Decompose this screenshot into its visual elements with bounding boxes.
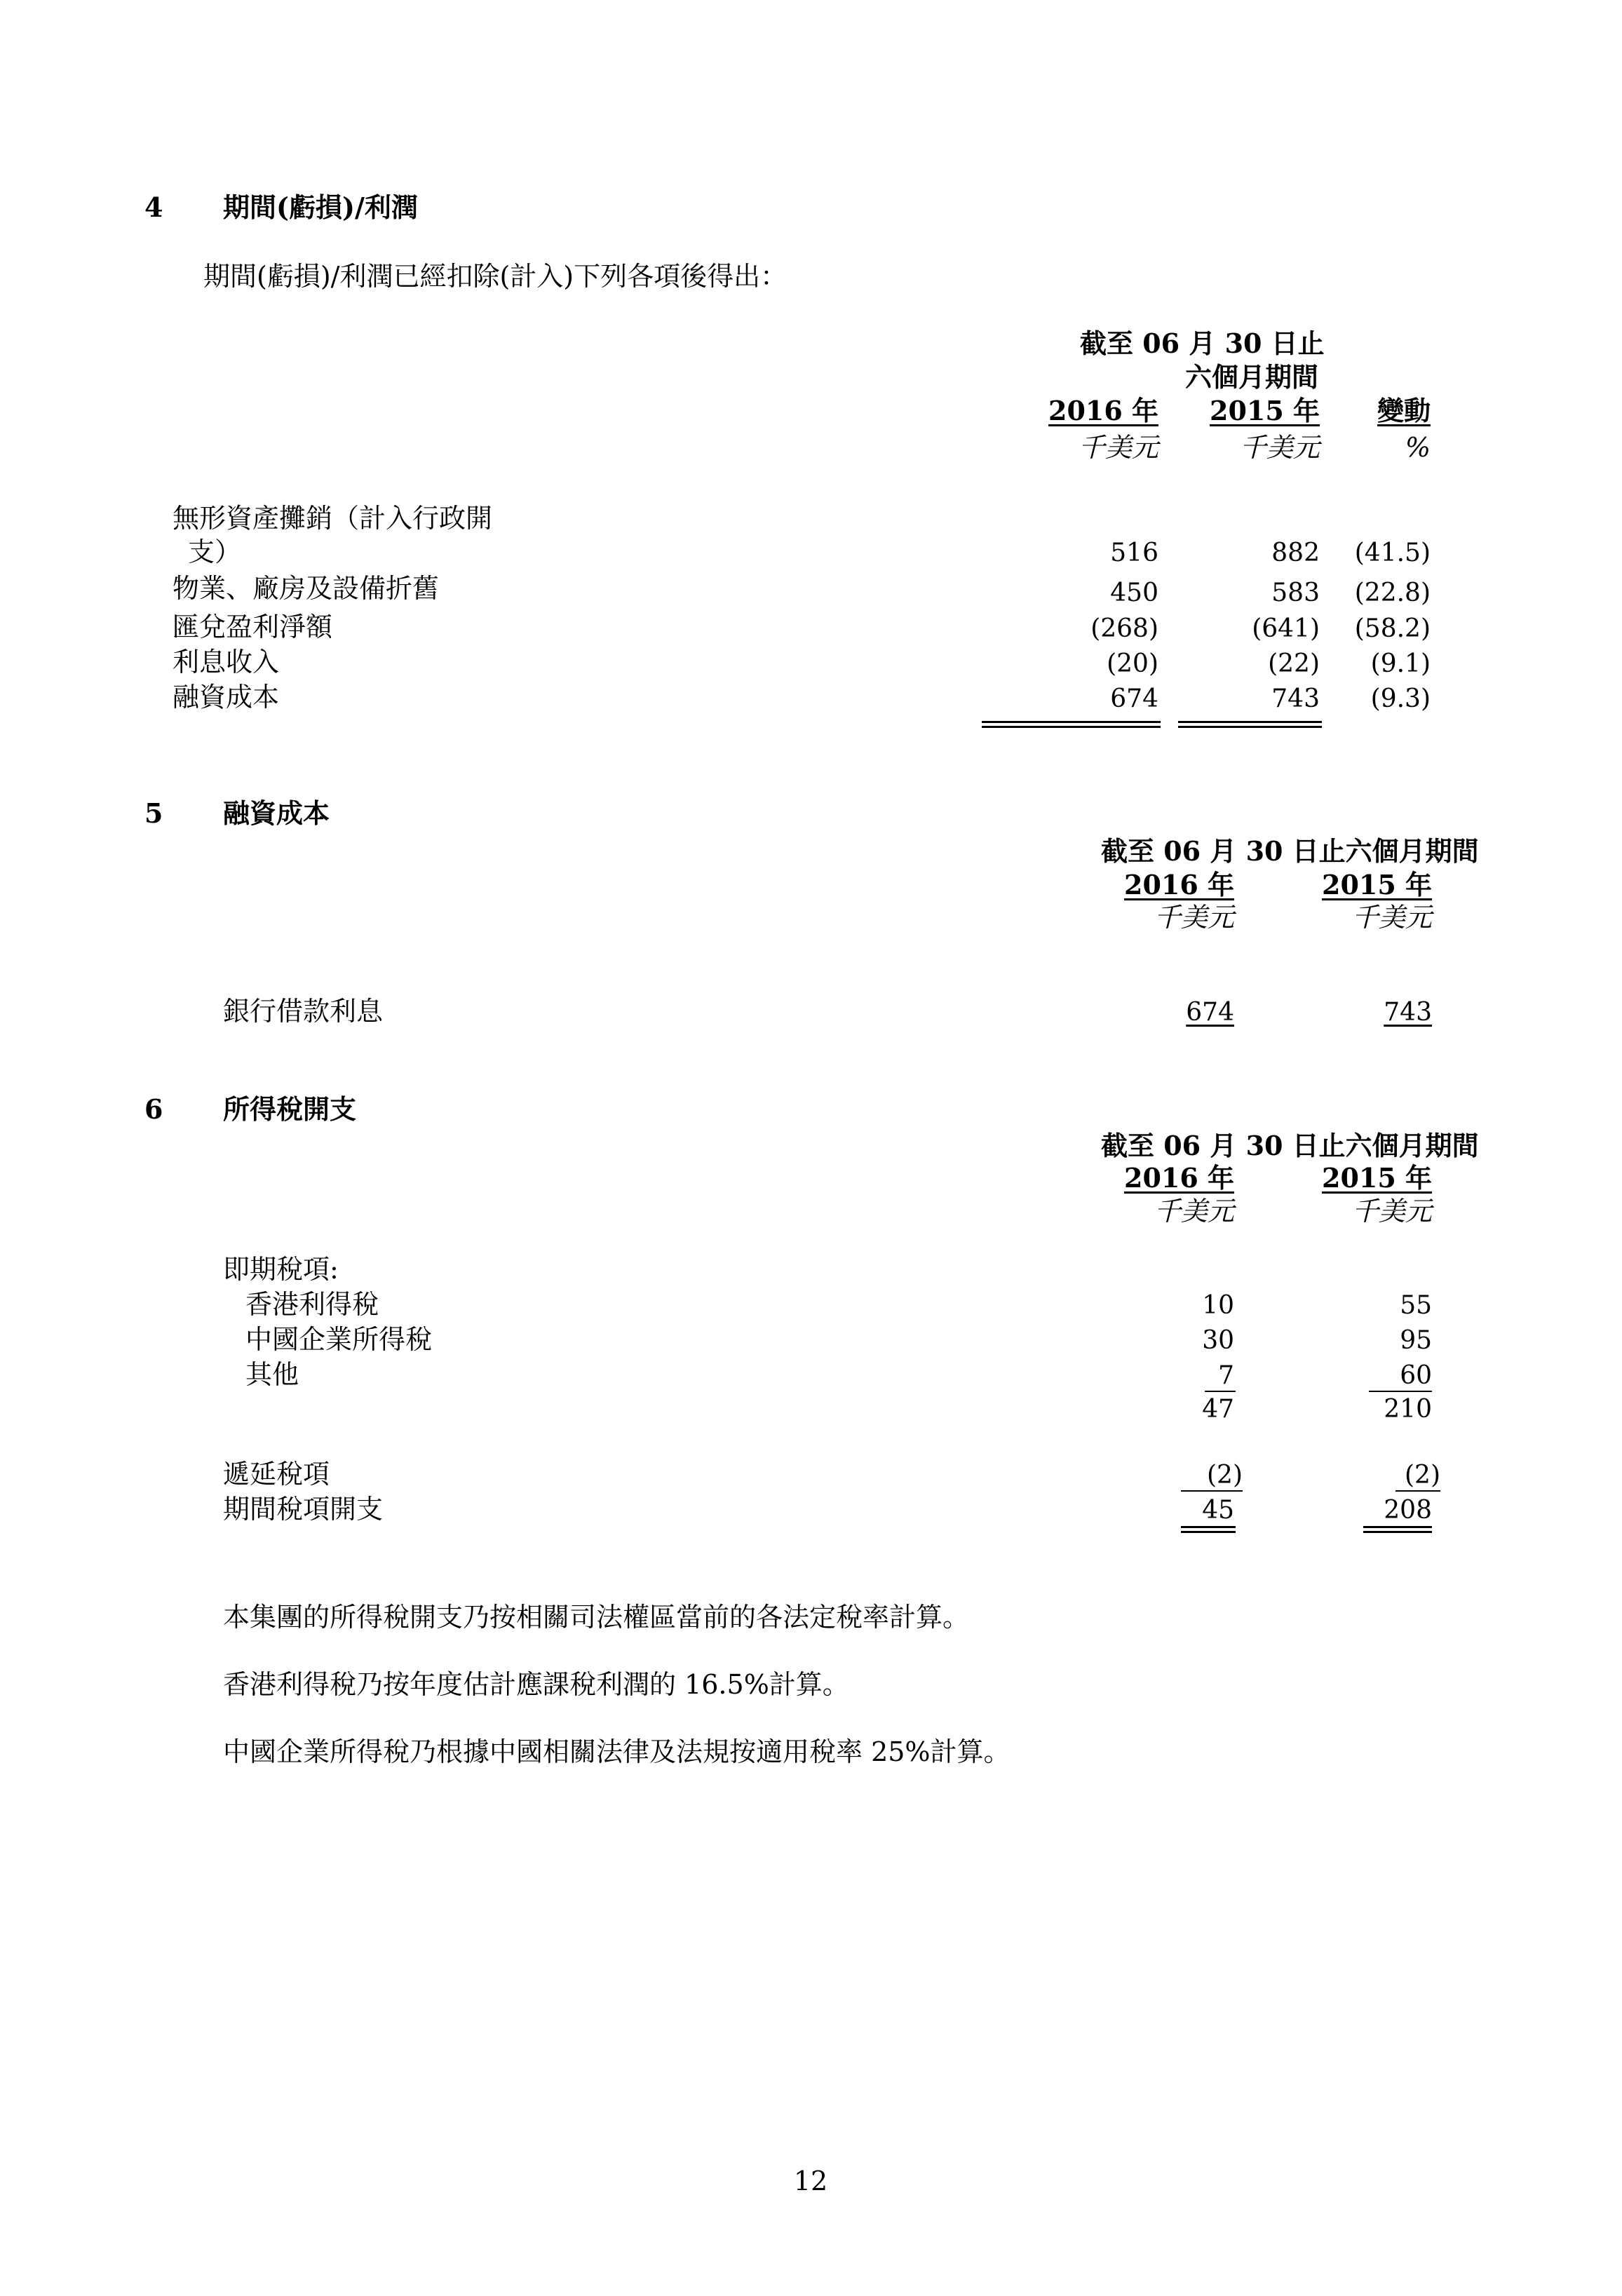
s6-note: 中國企業所得稅乃根據中國相關法律及法規按適用稅率 25%計算。 (223, 1736, 1011, 1767)
s4-row-label: 匯兌盈利淨額 (173, 612, 333, 642)
s4-double-rule-2016 (982, 721, 1161, 728)
s6-subtotal-rule-2015 (1369, 1391, 1432, 1392)
s4-change-header: 變動 (1377, 395, 1431, 426)
s6-deferred-rule-2016 (1181, 1490, 1243, 1492)
s6-deferred-2015: (2) (1405, 1461, 1440, 1490)
section-5-number: 5 (144, 797, 163, 829)
s6-current-tax-label: 即期稅項: (223, 1254, 339, 1285)
s6-period-header: 截至 06 月 30 日止六個月期間 (1101, 1130, 1479, 1161)
s6-unit-2016: 千美元 (1154, 1196, 1234, 1227)
s6-unit-2015: 千美元 (1351, 1196, 1432, 1227)
s6-row-2015: 60 (1400, 1361, 1432, 1390)
section-4-intro: 期間(虧損)/利潤已經扣除(計入)下列各項後得出： (203, 261, 788, 292)
s4-row-2015: (641) (1252, 614, 1320, 643)
s4-row-change: (22.8) (1354, 579, 1431, 607)
s6-total-double-rule-2016 (1181, 1526, 1236, 1533)
s4-row-label-cont: 支） (188, 536, 242, 567)
s4-year-2016: 2016 年 (1048, 395, 1158, 426)
s6-subtotal-rule-2016 (1205, 1391, 1236, 1392)
s6-year-2015: 2015 年 (1322, 1162, 1432, 1194)
s4-double-rule-2015 (1178, 721, 1322, 728)
s6-note: 香港利得稅乃按年度估計應課稅利潤的 16.5%計算。 (223, 1669, 849, 1700)
s4-row-label: 利息收入 (173, 647, 280, 677)
s6-subtotal-2015: 210 (1384, 1395, 1432, 1424)
s6-deferred-2016: (2) (1207, 1461, 1243, 1490)
s4-row-2015: 743 (1271, 684, 1320, 713)
section-6-title: 所得稅開支 (223, 1093, 357, 1125)
s5-row-2015: 743 (1384, 998, 1432, 1027)
s6-deferred-label: 遞延稅項 (223, 1459, 330, 1490)
s4-row-2016: 450 (1110, 579, 1158, 607)
s6-row-2016: 7 (1218, 1361, 1234, 1390)
s4-row-label: 融資成本 (173, 682, 280, 713)
s5-period-header: 截至 06 月 30 日止六個月期間 (1101, 835, 1479, 867)
s6-row-2016: 30 (1202, 1326, 1234, 1355)
s4-period-header-line2: 六個月期間 (1184, 361, 1318, 393)
s6-subtotal-2016: 47 (1202, 1395, 1234, 1424)
section-5-title: 融資成本 (223, 797, 330, 829)
s6-deferred-rule-2015 (1395, 1490, 1440, 1492)
s6-row-label: 中國企業所得稅 (245, 1324, 433, 1355)
s6-row-2015: 55 (1400, 1291, 1432, 1320)
s4-row-change: (58.2) (1354, 614, 1431, 643)
s4-unit-2015: 千美元 (1239, 432, 1320, 463)
s5-unit-2015: 千美元 (1351, 902, 1432, 933)
s6-row-2015: 95 (1400, 1326, 1432, 1355)
s4-row-2015: 583 (1271, 579, 1320, 607)
s6-total-2016: 45 (1202, 1496, 1234, 1525)
s6-total-label: 期間稅項開支 (223, 1494, 384, 1525)
section-6-number: 6 (144, 1093, 163, 1125)
s4-period-header-line1: 截至 06 月 30 日止 (1080, 327, 1325, 359)
s4-year-2015: 2015 年 (1210, 395, 1320, 426)
s4-row-2016: 674 (1110, 684, 1158, 713)
s5-year-2016: 2016 年 (1124, 869, 1234, 900)
s6-row-label: 其他 (245, 1359, 299, 1390)
s6-row-label: 香港利得稅 (245, 1289, 379, 1320)
s5-year-2015: 2015 年 (1322, 869, 1432, 900)
s4-unit-2016: 千美元 (1078, 432, 1158, 463)
s4-row-change: (41.5) (1354, 539, 1431, 567)
section-4-title: 期間(虧損)/利潤 (223, 191, 418, 223)
s6-total-double-rule-2015 (1363, 1526, 1432, 1533)
s6-note: 本集團的所得稅開支乃按相關司法權區當前的各法定稅率計算。 (223, 1602, 970, 1633)
s4-row-label: 物業、廠房及設備折舊 (173, 573, 440, 604)
s4-row-label: 無形資產攤銷（計入行政開 (173, 503, 493, 534)
s5-row-2016: 674 (1186, 998, 1234, 1027)
s5-row-label: 銀行借款利息 (223, 996, 384, 1027)
s4-row-2015: (22) (1268, 649, 1320, 678)
page-number: 12 (793, 2166, 828, 2196)
s5-unit-2016: 千美元 (1154, 902, 1234, 933)
s6-row-2016: 10 (1202, 1291, 1234, 1320)
s6-year-2016: 2016 年 (1124, 1162, 1234, 1194)
s4-row-change: (9.3) (1370, 684, 1431, 713)
s4-row-2016: 516 (1110, 539, 1158, 567)
s4-row-2015: 882 (1271, 539, 1320, 567)
s6-total-2015: 208 (1384, 1496, 1432, 1525)
s4-unit-percent: % (1405, 432, 1431, 463)
s4-row-2016: (268) (1090, 614, 1158, 643)
s4-row-2016: (20) (1107, 649, 1158, 678)
section-4-number: 4 (144, 191, 163, 223)
s4-row-change: (9.1) (1370, 649, 1431, 678)
